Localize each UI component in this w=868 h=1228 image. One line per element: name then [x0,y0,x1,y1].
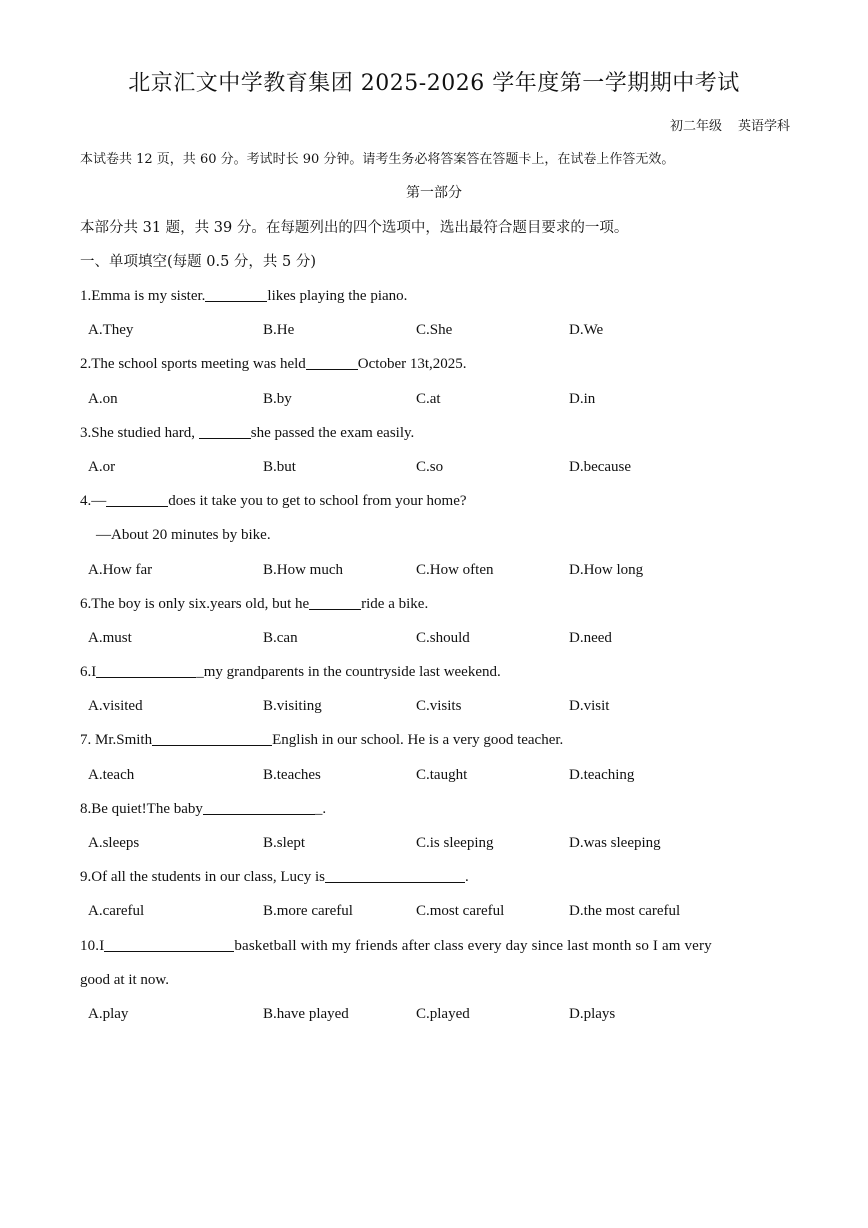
question-8 [0,792,868,826]
option-b: B.teaches [263,766,321,783]
options-8 [0,826,868,860]
options-9 [0,894,868,928]
exam-title: 北京汇文中学教育集团 2025-2026 学年度第一学期期中考试 [128,71,740,96]
question-text: 8.Be quiet!The baby [80,800,203,817]
option-c: C.so [416,458,444,475]
subject-label: 英语学科 [737,119,790,134]
option-b: B.visiting [263,698,322,715]
option-a: A.visited [88,698,143,715]
options-5 [0,621,868,655]
option-c: C.taught [416,766,468,783]
option-d: D.How long [569,561,644,578]
option-a: A.or [88,458,116,475]
question-text: 6.I [80,664,97,681]
option-b: B.He [263,322,295,339]
option-c: C.at [416,390,441,407]
options-7 [0,758,868,792]
question-text: 1.Emma is my sister. [80,288,206,304]
option-d: D.plays [569,1005,616,1022]
options-3 [0,450,868,484]
question-6 [0,655,868,689]
question-5 [0,587,868,621]
question-text: . [464,869,469,886]
answer-blank [325,867,465,883]
answer-blank [104,936,234,952]
question-7 [0,723,868,757]
question-3 [0,416,868,450]
option-c: C.She [416,322,453,339]
option-c: C.visits [416,698,462,715]
option-d: D.because [569,458,632,475]
options-2 [0,382,868,416]
option-b: B.have played [263,1005,349,1022]
option-b: B.by [263,390,292,407]
option-d: D.was sleeping [569,835,661,851]
options-1 [0,313,868,347]
question-text: October 13t,2025. [357,356,467,373]
exam-instructions: 本试卷共 12 页，共 60 分。考试时长 90 分钟。请考生务必将答案答在答题卡上，在试卷上作答无效。 [80,152,675,167]
option-a: A.on [88,390,118,407]
option-d: D.teaching [569,766,635,783]
grade-subject [670,115,790,134]
option-c: C.played [416,1005,470,1022]
answer-blank [205,286,267,302]
grade-label: 初二年级 [669,119,722,134]
answer-blank [203,799,315,815]
option-d: D.the most careful [569,903,681,920]
option-b: B.slept [263,835,306,851]
option-a: A.How far [88,561,153,578]
answer-blank [309,594,361,610]
option-c: C.How often [416,561,494,578]
question-text: 9.Of all the students in our class, Lucy is [80,869,325,886]
answer-blank [152,730,272,746]
question-text: she passed the exam easily. [250,424,415,441]
option-d: D.visit [569,698,610,715]
question-text: 4.— [80,493,107,510]
option-a: A.teach [88,766,135,783]
question-list [0,279,868,1031]
answer-blank [96,662,196,678]
question-10-continued: good at it now. [80,971,170,988]
question-2 [0,347,868,381]
options-10 [0,997,868,1031]
option-b: B.How much [263,561,343,578]
question-text: likes playing the piano. [267,288,408,304]
question-text: basketball with my friends after class every day since last month so I am very [234,937,712,954]
options-6 [0,689,868,723]
question-text: 7. Mr.Smith [80,732,153,749]
part-description: 本部分共 31 题，共 39 分。在每题列出的四个选项中，选出最符合题目要求的一项。 [80,220,629,236]
options-4 [0,553,868,587]
question-text: 3.She studied hard, [80,424,199,441]
option-a: A.play [88,1005,129,1022]
option-a: A.sleeps [88,835,140,851]
question-text: 6.The boy is only six.years old, but he [80,595,310,612]
section-title: 一、单项填空(每题 0.5 分，共 5 分) [80,254,317,270]
option-d: D.We [569,322,604,339]
option-c: C.should [416,629,470,646]
option-b: B.can [263,629,298,646]
question-text: ride a bike. [361,595,429,612]
option-c: C.is sleeping [416,835,494,851]
option-d: D.need [569,629,612,646]
option-c: C.most careful [416,903,505,920]
option-a: A.careful [88,903,145,920]
option-b: B.but [263,458,296,475]
question-text: 2.The school sports meeting was held [80,356,306,373]
question-1 [0,279,868,313]
question-text: 10.I [80,937,105,954]
option-d: D.in [569,390,596,407]
question-text: does it take you to get to school from your home? [168,493,467,510]
question-9 [0,860,868,894]
option-b: B.more careful [263,903,353,920]
answer-blank [306,354,358,370]
question-4 [0,484,868,518]
answer-blank [106,491,168,507]
question-text: _. [314,800,327,817]
answer-blank [199,423,251,439]
question-4-answer-line: —About 20 minutes by bike. [96,527,271,544]
part-title: 第一部分 [406,185,462,201]
option-a: A.must [88,629,132,646]
question-text: English in our school. He is a very good teacher. [272,732,564,749]
question-10 [0,929,868,963]
option-a: A.They [88,322,134,339]
question-text: _my grandparents in the countryside last weekend. [196,664,501,681]
